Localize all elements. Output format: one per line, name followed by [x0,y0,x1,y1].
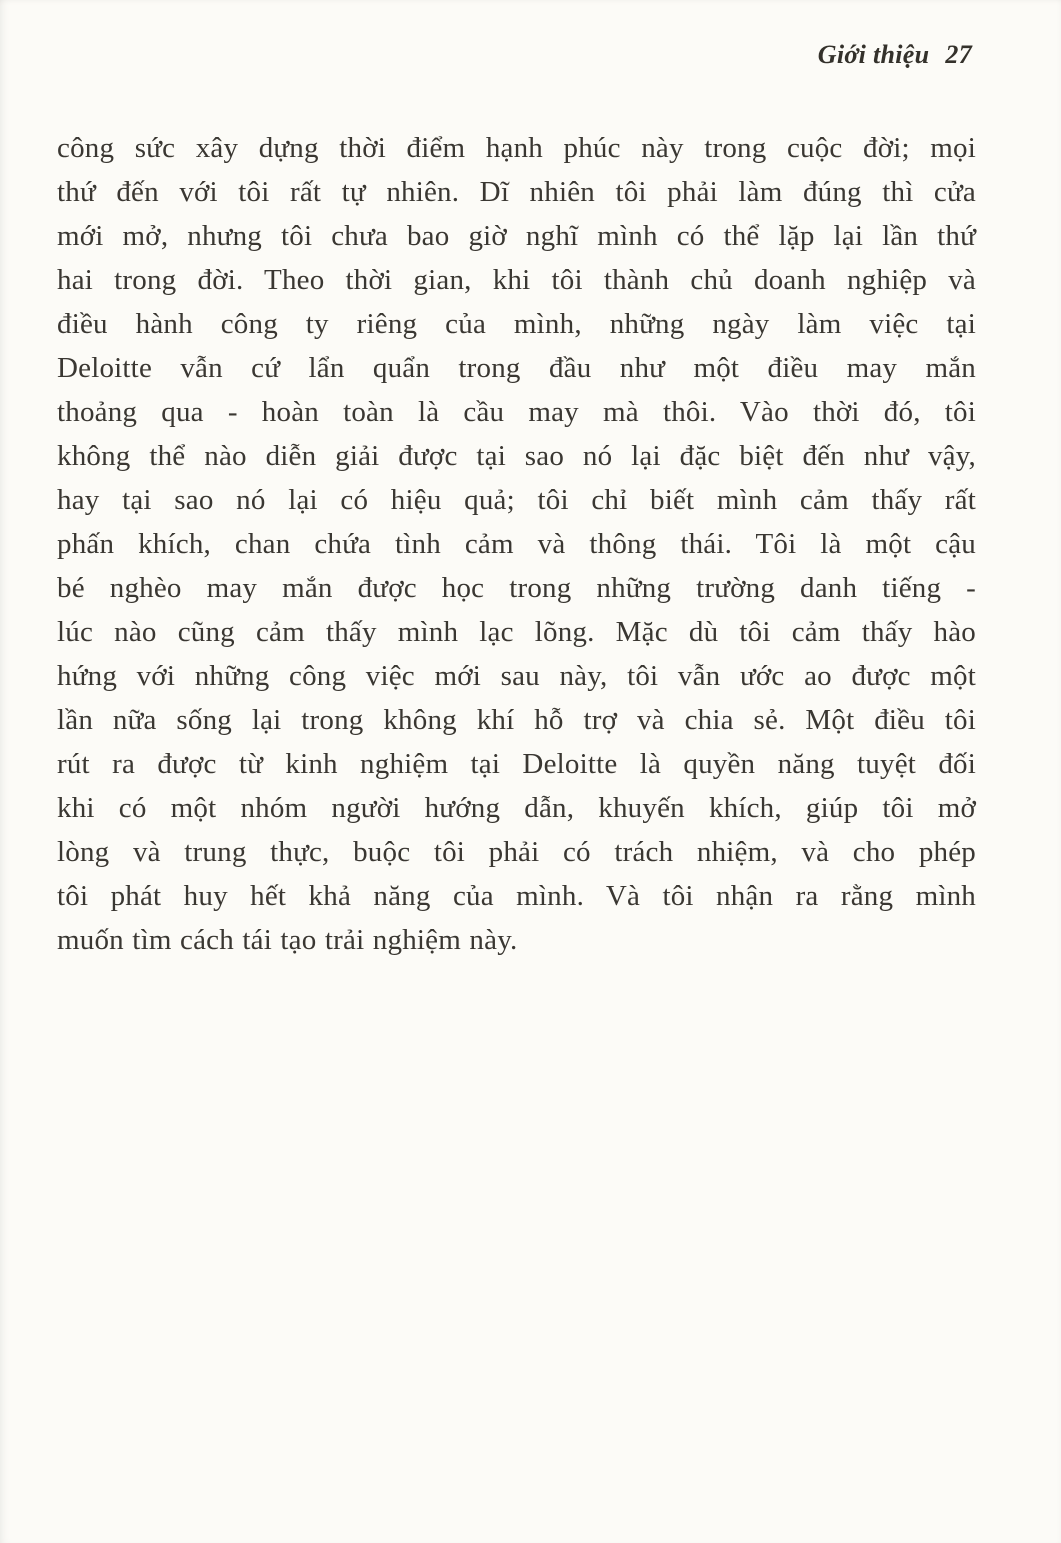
text-line: thoảng qua - hoàn toàn là cầu may mà thôi. Vào thời đó, tôi [57,396,976,428]
text-line: thứ đến với tôi rất tự nhiên. Dĩ nhiên tôi phải làm đúng thì cửa [57,176,976,208]
text-line: lúc nào cũng cảm thấy mình lạc lõng. Mặc dù tôi cảm thấy hào [57,616,976,648]
text-line: hai trong đời. Theo thời gian, khi tôi thành chủ doanh nghiệp và [57,264,976,296]
text-line: rút ra được từ kinh nghiệm tại Deloitte là quyền năng tuyệt đối [57,748,976,780]
text-line: không thể nào diễn giải được tại sao nó lại đặc biệt đến như vậy, [57,440,976,472]
text-line: hứng với những công việc mới sau này, tôi vẫn ước ao được một [57,660,976,692]
text-line: bé nghèo may mắn được học trong những trường danh tiếng - [57,572,976,604]
text-line: muốn tìm cách tái tạo trải nghiệm này. [57,924,518,956]
text-line: phấn khích, chan chứa tình cảm và thông thái. Tôi là một cậu [57,528,976,560]
body-paragraph [57,126,976,962]
running-header [818,40,972,70]
text-line: hay tại sao nó lại có hiệu quả; tôi chỉ biết mình cảm thấy rất [57,484,976,516]
text-line: khi có một nhóm người hướng dẫn, khuyến khích, giúp tôi mở [57,792,976,824]
text-line: điều hành công ty riêng của mình, những ngày làm việc tại [57,308,976,340]
section-title: Giới thiệu [817,40,930,69]
text-line: công sức xây dựng thời điểm hạnh phúc này trong cuộc đời; mọi [57,132,976,164]
text-line: lần nữa sống lại trong không khí hỗ trợ và chia sẻ. Một điều tôi [57,704,976,736]
text-line: tôi phát huy hết khả năng của mình. Và tôi nhận ra rằng mình [57,880,976,912]
text-line: lòng và trung thực, buộc tôi phải có trách nhiệm, và cho phép [57,836,976,868]
page-number: 27 [945,40,972,69]
text-line: mới mở, nhưng tôi chưa bao giờ nghĩ mình có thể lặp lại lần thứ [57,220,976,252]
text-line: Deloitte vẫn cứ lẩn quẩn trong đầu như một điều may mắn [57,352,976,384]
